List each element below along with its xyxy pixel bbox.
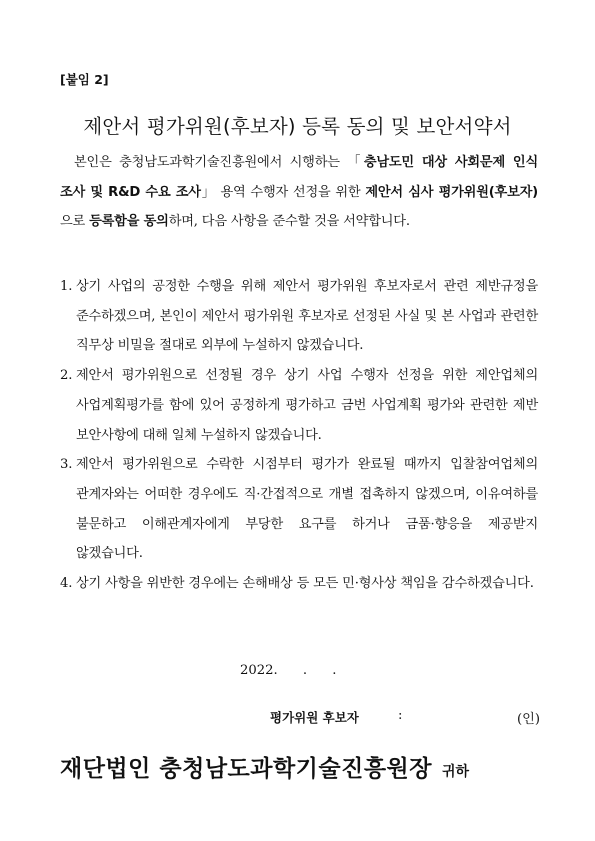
pledge-number: 4. xyxy=(60,576,73,592)
pledge-text: 제안서 평가위원으로 수락한 시점부터 평가가 완료될 때까지 입찰참여업체의 관계자와는 어떠한 경우에도 직·간접적으로 개별 접촉하지 않겠으며, 이유여하를 불문하고 이해관계자에게 부당한 요구를 하거나 금품·향응을 제공받지 않겠습니다. xyxy=(76,457,538,562)
recipient-line xyxy=(60,750,469,783)
pledge-text: 상기 사항을 위반한 경우에는 손해배상 등 모든 민·형사상 책임을 감수하겠습니다. xyxy=(76,576,534,592)
intro-text-1: 본인은 충청남도과학기술진흥원에서 시행하는 「 xyxy=(74,155,364,170)
project-name: 충남도민 대상 사회문제 인식 조사 및 R&D 수요 조사 xyxy=(60,155,538,200)
signer-line xyxy=(270,708,540,726)
evaluator-role: 제안서 심사 평가위원(후보자) xyxy=(365,184,539,200)
signer-label: 평가위원 후보자 xyxy=(270,710,359,725)
intro-text-4: 하며, 다음 사항을 준수할 것을 서약합니다. xyxy=(168,214,410,230)
pledge-item xyxy=(60,569,538,599)
seal-mark: (인) xyxy=(516,712,540,727)
intro-text-3: 으로 xyxy=(60,214,90,230)
pledge-number: 3. xyxy=(60,457,73,473)
attachment-tag: [붙임 2] xyxy=(60,72,109,87)
pledge-text: 제안서 평가위원으로 선정될 경우 상기 사업 수행자 선정을 위한 제안업체의 사업계획평가를 함에 있어 공정하게 평가하고 금번 사업계획 평가와 관련한 제반 보안사항에 대해 일체 누설하지 않겠습니다. xyxy=(76,368,538,443)
intro-paragraph xyxy=(60,148,538,237)
pledge-item xyxy=(60,450,538,569)
recipient-honorific: 귀하 xyxy=(442,764,470,780)
pledge-number: 1. xyxy=(60,279,73,294)
recipient-organization: 재단법인 충청남도과학기술진흥원장 xyxy=(60,756,432,782)
signer-colon: : xyxy=(398,708,403,723)
intro-text-2: 」 용역 수행자 선정을 위한 xyxy=(200,184,366,200)
consent-phrase: 등록함을 동의 xyxy=(89,214,169,230)
pledge-number: 2. xyxy=(60,368,73,384)
document-title: 제안서 평가위원(후보자) 등록 동의 및 보안서약서 xyxy=(83,115,512,139)
pledge-text: 상기 사업의 공정한 수행을 위해 제안서 평가위원 후보자로서 관련 제반규정을 준수하겠으며, 본인이 제안서 평가위원 후보자로 선정된 사실 및 본 사업과 관련한 직무상 비밀을 절대로 외부에 누설하지 않겠습니다. xyxy=(76,279,538,354)
date-line: 2022. . . xyxy=(240,663,337,678)
pledge-item xyxy=(60,361,538,450)
pledge-list xyxy=(60,272,538,599)
pledge-item xyxy=(60,272,538,361)
